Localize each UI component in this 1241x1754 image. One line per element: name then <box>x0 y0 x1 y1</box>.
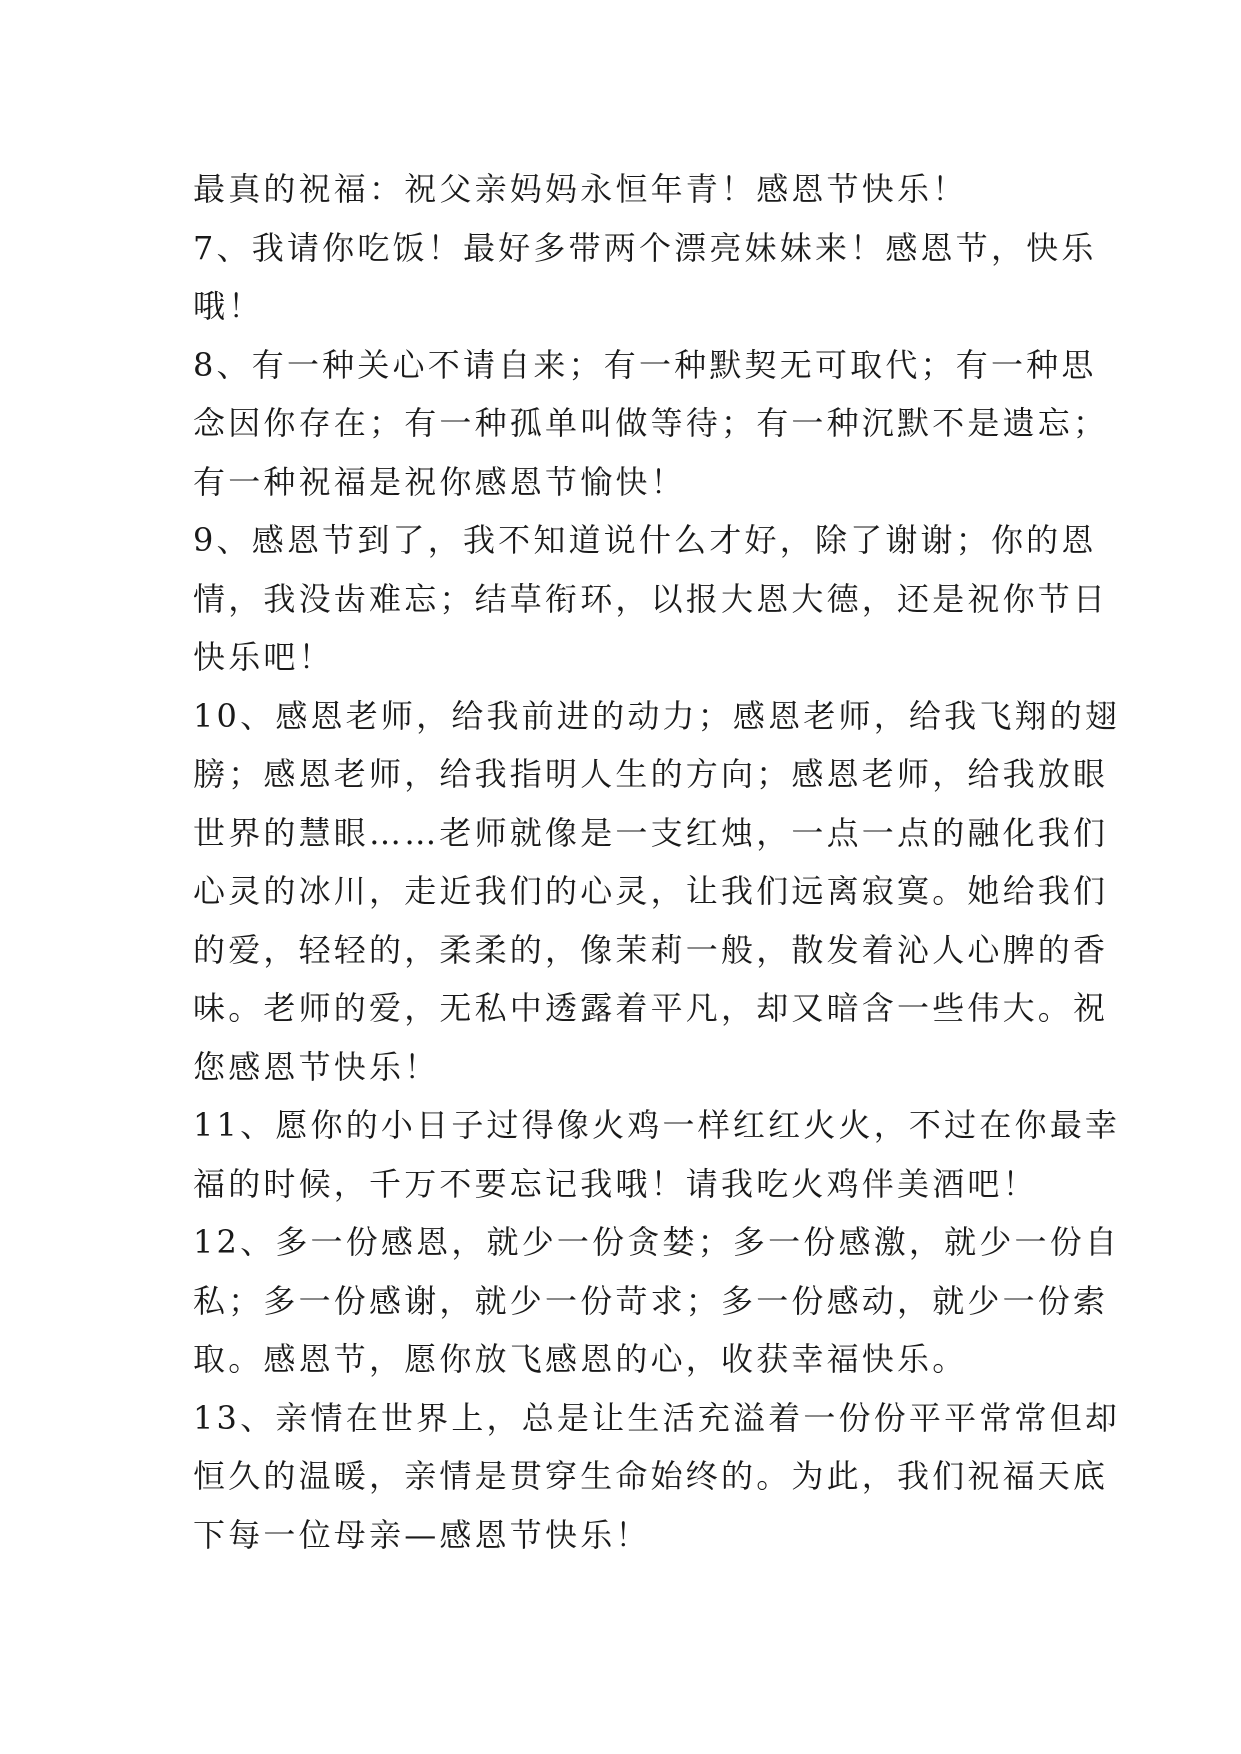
text-line: 快乐吧！ <box>193 638 334 676</box>
text-line: 心灵的冰川，走近我们的心灵，让我们远离寂寞。她给我们 <box>193 872 1109 910</box>
text-line: 11、愿你的小日子过得像火鸡一样红红火火，不过在你最幸 <box>193 1106 1121 1144</box>
text-line: 哦！ <box>193 287 264 325</box>
text-line: 世界的慧眼……老师就像是一支红烛，一点一点的融化我们 <box>193 813 1109 852</box>
text-line: 膀；感恩老师，给我指明人生的方向；感恩老师，给我放眼 <box>193 755 1109 793</box>
text-line: 念因你存在；有一种孤单叫做等待；有一种沉默不是遗忘； <box>193 404 1109 442</box>
text-line: 有一种祝福是祝你感恩节愉快！ <box>193 462 686 501</box>
text-line: 13、亲情在世界上，总是让生活充溢着一份份平平常常但却 <box>193 1398 1121 1437</box>
document-body <box>193 160 1121 1564</box>
text-line: 味。老师的爱，无私中透露着平凡，却又暗含一些伟大。祝 <box>193 989 1109 1027</box>
text-line: 取。感恩节，愿你放飞感恩的心，收获幸福快乐。 <box>193 1340 968 1378</box>
text-line: 福的时候，千万不要忘记我哦！请我吃火鸡伴美酒吧！ <box>193 1164 1038 1203</box>
text-line: 情，我没齿难忘；结草衔环，以报大恩大德，还是祝你节日 <box>193 579 1109 618</box>
text-line: 私；多一份感谢，就少一份苛求；多一份感动，就少一份索 <box>193 1281 1109 1320</box>
text-line: 9、感恩节到了，我不知道说什么才好，除了谢谢；你的恩 <box>193 521 1097 559</box>
text-line: 8、有一种关心不请自来；有一种默契无可取代；有一种思 <box>193 345 1097 384</box>
text-line: 12、多一份感恩，就少一份贪婪；多一份感激，就少一份自 <box>193 1223 1121 1261</box>
text-line: 最真的祝福：祝父亲妈妈永恒年青！感恩节快乐！ <box>193 170 968 208</box>
text-line: 您感恩节快乐！ <box>193 1047 440 1086</box>
text-line: 10、感恩老师，给我前进的动力；感恩老师，给我飞翔的翅 <box>193 696 1121 735</box>
text-line: 7、我请你吃饭！最好多带两个漂亮妹妹来！感恩节，快乐 <box>193 228 1097 267</box>
text-line: 的爱，轻轻的，柔柔的，像茉莉一般，散发着沁人心脾的香 <box>193 930 1109 969</box>
text-line: 下每一位母亲—感恩节快乐！ <box>193 1515 651 1554</box>
text-line: 恒久的温暖，亲情是贯穿生命始终的。为此，我们祝福天底 <box>193 1457 1109 1495</box>
